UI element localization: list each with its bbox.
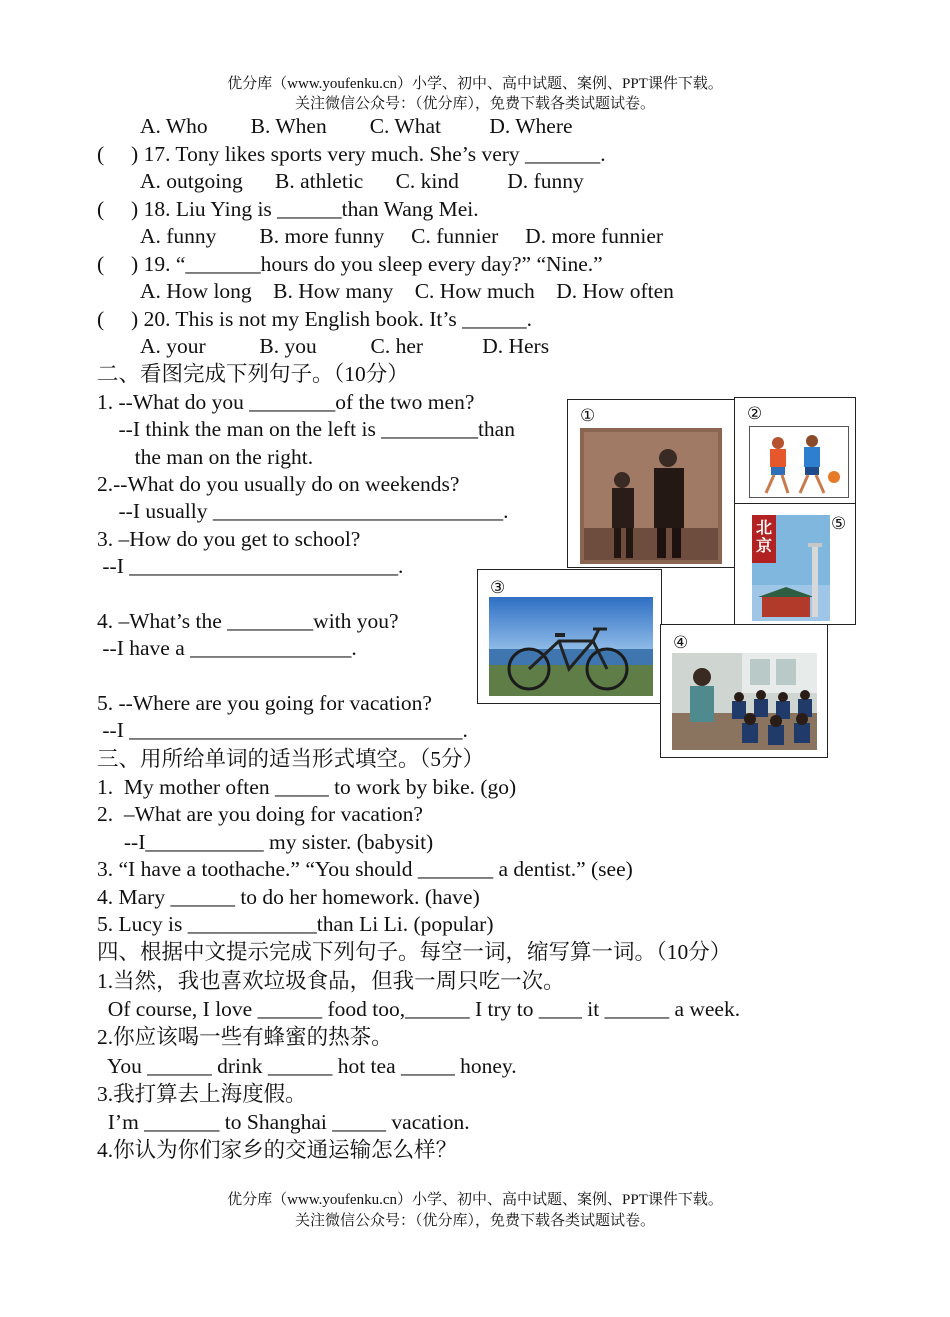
picture-frame-5 (734, 503, 856, 625)
q18-options: A. funny B. more funny C. funnier D. more funnier (140, 224, 664, 248)
s2-q1-line-3: the man on the right. (97, 445, 314, 469)
photo-beijing-poster-icon (752, 515, 830, 621)
section-4-heading: 四、根据中文提示完成下列句子。每空一词，缩写算一词。（10分） (97, 940, 732, 964)
s4-q3-english: I’m _______ to Shanghai _____ vacation. (97, 1110, 470, 1134)
photo-bicycle-icon (489, 597, 653, 696)
q19-stem: ( ) 19. “_______hours do you sleep every day?” “Nine.” (97, 252, 603, 276)
q18-stem: ( ) 18. Liu Ying is ______than Wang Mei. (97, 197, 479, 221)
picture-frame-2 (734, 397, 856, 506)
s4-q2-chinese: 2.你应该喝一些有蜂蜜的热茶。 (97, 1025, 393, 1049)
s2-q2-line-2: --I usually ___________________________. (97, 499, 509, 523)
q17-stem: ( ) 17. Tony likes sports very much. She’s very _______. (97, 142, 606, 166)
s4-q3-chinese: 3.我打算去上海度假。 (97, 1082, 307, 1106)
picture-number-2: ② (747, 404, 763, 423)
photo-basketball-players-icon (749, 426, 849, 498)
s2-q1-line-2: --I think the man on the left is _________than (97, 417, 515, 441)
s2-q4-line-2: --I have a _______________. (97, 636, 357, 660)
q20-stem: ( ) 20. This is not my English book. It’s ______. (97, 307, 532, 331)
q16-options: A. Who B. When C. What D. Where (140, 114, 573, 138)
s4-q1-english: Of course, I love ______ food too,______ I try to ____ it ______ a week. (97, 997, 741, 1021)
s2-q4-line-1: 4. –What’s the ________with you? (97, 609, 399, 633)
section-3-heading: 三、用所给单词的适当形式填空。（5分） (97, 747, 485, 771)
picture-frame-4 (660, 624, 828, 758)
photo-two-men-icon (580, 428, 722, 564)
page-footer-line-2: 关注微信公众号：（优分库），免费下载各类试题试卷。 (294, 1213, 655, 1229)
s4-q2-english: You ______ drink ______ hot tea _____ honey. (97, 1054, 517, 1078)
s2-q3-line-1: 3. –How do you get to school? (97, 527, 361, 551)
page-footer-line-1: 优分库（www.youfenku.cn）小学、初中、高中试题、案例、PPT课件下载。 (227, 1192, 723, 1208)
s2-q5-line-2: --I _______________________________. (97, 718, 468, 742)
poster-text: 北京 (755, 518, 772, 555)
s2-q5-line-1: 5. --Where are you going for vacation? (97, 691, 432, 715)
s3-q1: 1. My mother often _____ to work by bike. (go) (97, 775, 517, 799)
picture-number-5: ⑤ (831, 514, 847, 533)
s3-q3: 3. “I have a toothache.” “You should _______ a dentist.” (see) (97, 857, 633, 881)
s3-q2-line-1: 2. –What are you doing for vacation? (97, 802, 423, 826)
s3-q4: 4. Mary ______ to do her homework. (have) (97, 885, 480, 909)
picture-number-4: ④ (673, 633, 689, 652)
q17-options: A. outgoing B. athletic C. kind D. funny (140, 169, 584, 193)
s2-q3-line-2: --I _________________________. (97, 554, 404, 578)
photo-classroom-icon (672, 653, 817, 750)
page-header-line-1: 优分库（www.youfenku.cn）小学、初中、高中试题、案例、PPT课件下载。 (227, 76, 723, 92)
picture-frame-3 (477, 569, 662, 704)
picture-number-1: ① (580, 406, 596, 425)
s2-q1-line-1: 1. --What do you ________of the two men? (97, 390, 475, 414)
picture-number-3: ③ (490, 578, 506, 597)
section-2-heading: 二、看图完成下列句子。（10分） (97, 362, 409, 386)
page-header-line-2: 关注微信公众号：（优分库），免费下载各类试题试卷。 (294, 96, 655, 112)
q19-options: A. How long B. How many C. How much D. How often (140, 279, 674, 303)
q20-options: A. your B. you C. her D. Hers (140, 334, 550, 358)
s4-q4-chinese: 4.你认为你们家乡的交通运输怎么样？ (97, 1138, 458, 1162)
picture-frame-1 (567, 399, 735, 568)
s4-q1-chinese: 1.当然，我也喜欢垃圾食品，但我一周只吃一次。 (97, 969, 565, 993)
s3-q2-line-2: --I___________ my sister. (babysit) (97, 830, 434, 854)
s3-q5: 5. Lucy is ____________than Li Li. (popular) (97, 912, 494, 936)
s2-q2-line-1: 2.--What do you usually do on weekends? (97, 472, 460, 496)
